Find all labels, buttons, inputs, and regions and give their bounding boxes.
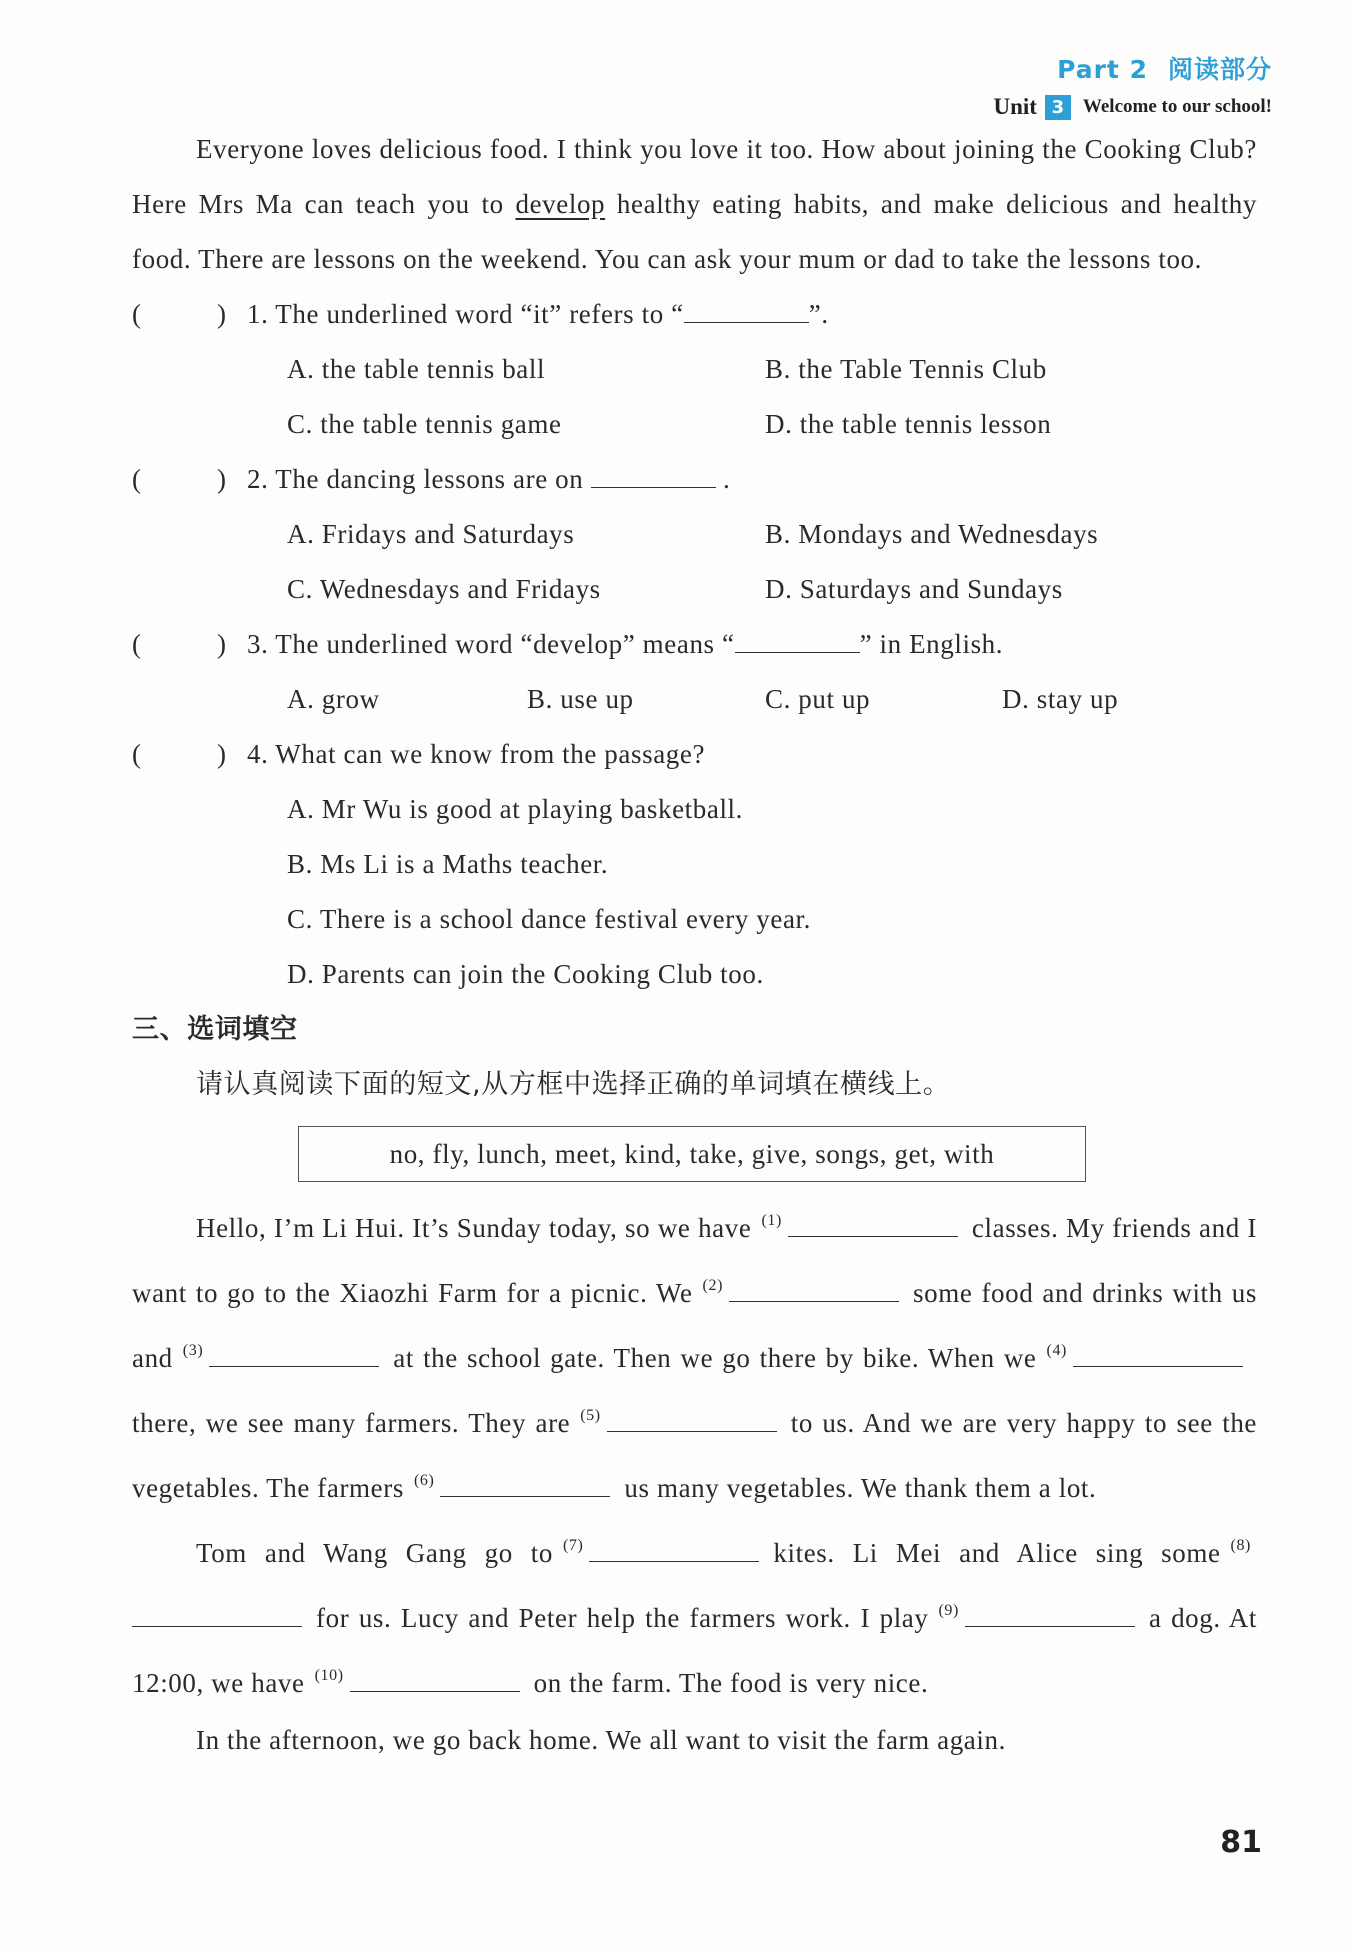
blank-number: (4)	[1046, 1342, 1067, 1359]
question-stem: 3. The underlined word “develop” means “ ” in English.	[247, 617, 1003, 672]
underlined-word-develop: develop	[515, 189, 606, 219]
blank-number: (9)	[938, 1602, 959, 1619]
unit-number-badge: 3	[1045, 95, 1071, 120]
question-4	[132, 727, 1257, 782]
unit-label: Unit	[993, 94, 1037, 119]
option-b[interactable]: B. the Table Tennis Club	[765, 354, 1047, 384]
question-stem: 1. The underlined word “it” refers to “ ”.	[247, 287, 829, 342]
option-c[interactable]: C. There is a school dance festival every year.	[287, 904, 812, 934]
option-a[interactable]: A. grow	[287, 684, 380, 714]
answer-paren-right[interactable]: )	[217, 464, 227, 494]
option-d[interactable]: D. stay up	[1002, 684, 1119, 714]
option-d[interactable]: D. Parents can join the Cooking Club too.	[287, 959, 764, 989]
option-row	[132, 342, 1257, 397]
answer-blank[interactable]	[735, 622, 860, 653]
option-b[interactable]: B. use up	[527, 684, 634, 714]
option-a[interactable]: A. the table tennis ball	[287, 354, 546, 384]
section-title: 三、选词填空	[132, 1014, 298, 1045]
answer-blank[interactable]	[591, 457, 716, 488]
unit-header	[993, 94, 1272, 120]
blank-number: (3)	[182, 1342, 204, 1359]
cloze-paragraph-1: Hello, I’m Li Hui. It’s Sunday today, so we have $^{(1)}$ classes. My friends and I want to go to the Xiaozhi Farm for a picnic. We $^{(2)}$ some food and drinks with us and $^{(3)}$ at the school gate. Then we go there by bike. When we $^{(4)}$there, we see many farmers. They are $^{(5)}$ to us. And we are very happy to see the vegetables. The farmers $^{(6)}$ us many vegetables. We thank them a lot.	[132, 1192, 1257, 1517]
cloze-blank-9[interactable]	[965, 1598, 1135, 1627]
word-box-container	[132, 1112, 1257, 1192]
option-row	[132, 672, 1257, 727]
blank-number: (10)	[314, 1667, 344, 1684]
option-row	[132, 507, 1257, 562]
option-row	[132, 397, 1257, 452]
cloze-blank-7[interactable]	[589, 1533, 759, 1562]
option-a[interactable]: A. Fridays and Saturdays	[287, 519, 575, 549]
question-stem: 2. The dancing lessons are on .	[247, 452, 730, 507]
blank-number: (2)	[702, 1277, 724, 1294]
option-c[interactable]: C. put up	[765, 684, 871, 714]
cloze-blank-8[interactable]	[132, 1598, 302, 1627]
answer-paren-left: (	[132, 739, 142, 769]
question-1	[132, 287, 1257, 342]
answer-paren-right[interactable]: )	[217, 299, 227, 329]
option-c[interactable]: C. Wednesdays and Fridays	[287, 574, 601, 604]
option-row	[132, 892, 1257, 947]
cloze-blank-1[interactable]	[788, 1208, 958, 1237]
option-row	[132, 947, 1257, 1002]
part-label: Part 2	[1057, 55, 1148, 84]
page-number: 81	[1220, 1825, 1262, 1860]
answer-paren-right[interactable]: )	[217, 629, 227, 659]
option-d[interactable]: D. the table tennis lesson	[765, 409, 1052, 439]
answer-paren-left: (	[132, 464, 142, 494]
page-content	[132, 122, 1257, 1769]
cloze-paragraph-2: Tom and Wang Gang go to $^{(7)}$ kites. Li Mei and Alice sing some $^{(8)}$for us. Lucy and Peter help the farmers work. I play $^{(9)}$ a dog. At 12:00, we have $^{(10)}$ on the farm. The food is very nice.	[132, 1517, 1257, 1712]
option-c[interactable]: C. the table tennis game	[287, 409, 562, 439]
cloze-blank-10[interactable]	[350, 1663, 520, 1692]
unit-title: Welcome to our school!	[1082, 96, 1272, 117]
section-instruction: 请认真阅读下面的短文,从方框中选择正确的单词填在横线上。	[196, 1069, 951, 1100]
question-3	[132, 617, 1257, 672]
answer-paren-left: (	[132, 299, 142, 329]
option-b[interactable]: B. Mondays and Wednesdays	[765, 519, 1099, 549]
cloze-paragraph-3: In the afternoon, we go back home. We all want to visit the farm again.	[196, 1725, 1006, 1755]
answer-blank[interactable]	[684, 292, 809, 323]
blank-number: (7)	[562, 1537, 584, 1554]
question-2	[132, 452, 1257, 507]
word-box: no, fly, lunch, meet, kind, take, give, songs, get, with	[298, 1126, 1086, 1182]
cloze-blank-4[interactable]	[1073, 1338, 1243, 1367]
option-d[interactable]: D. Saturdays and Sundays	[765, 574, 1063, 604]
blank-number: (6)	[413, 1472, 435, 1489]
cloze-blank-3[interactable]	[209, 1338, 379, 1367]
section-label: 阅读部分	[1167, 55, 1272, 84]
part-header	[1057, 50, 1272, 86]
blank-number: (1)	[761, 1212, 782, 1229]
blank-number: (5)	[580, 1407, 601, 1424]
blank-number: (8)	[1230, 1537, 1251, 1554]
cloze-blank-2[interactable]	[729, 1273, 899, 1302]
option-a[interactable]: A. Mr Wu is good at playing basketball.	[287, 794, 744, 824]
answer-paren-left: (	[132, 629, 142, 659]
option-row	[132, 782, 1257, 837]
cloze-blank-6[interactable]	[440, 1468, 610, 1497]
option-row	[132, 562, 1257, 617]
reading-passage: Everyone loves delicious food. I think you love it too. How about joining the Cooking Club? Here Mrs Ma can teach you to develop healthy eating habits, and make delicious and healthy food. There are lessons on the weekend. You can ask your mum or dad to take the lessons too.	[132, 134, 1257, 274]
question-stem: 4. What can we know from the passage?	[247, 739, 706, 769]
cloze-blank-5[interactable]	[607, 1403, 777, 1432]
answer-paren-right[interactable]: )	[217, 739, 227, 769]
option-row	[132, 837, 1257, 892]
option-b[interactable]: B. Ms Li is a Maths teacher.	[287, 849, 609, 879]
